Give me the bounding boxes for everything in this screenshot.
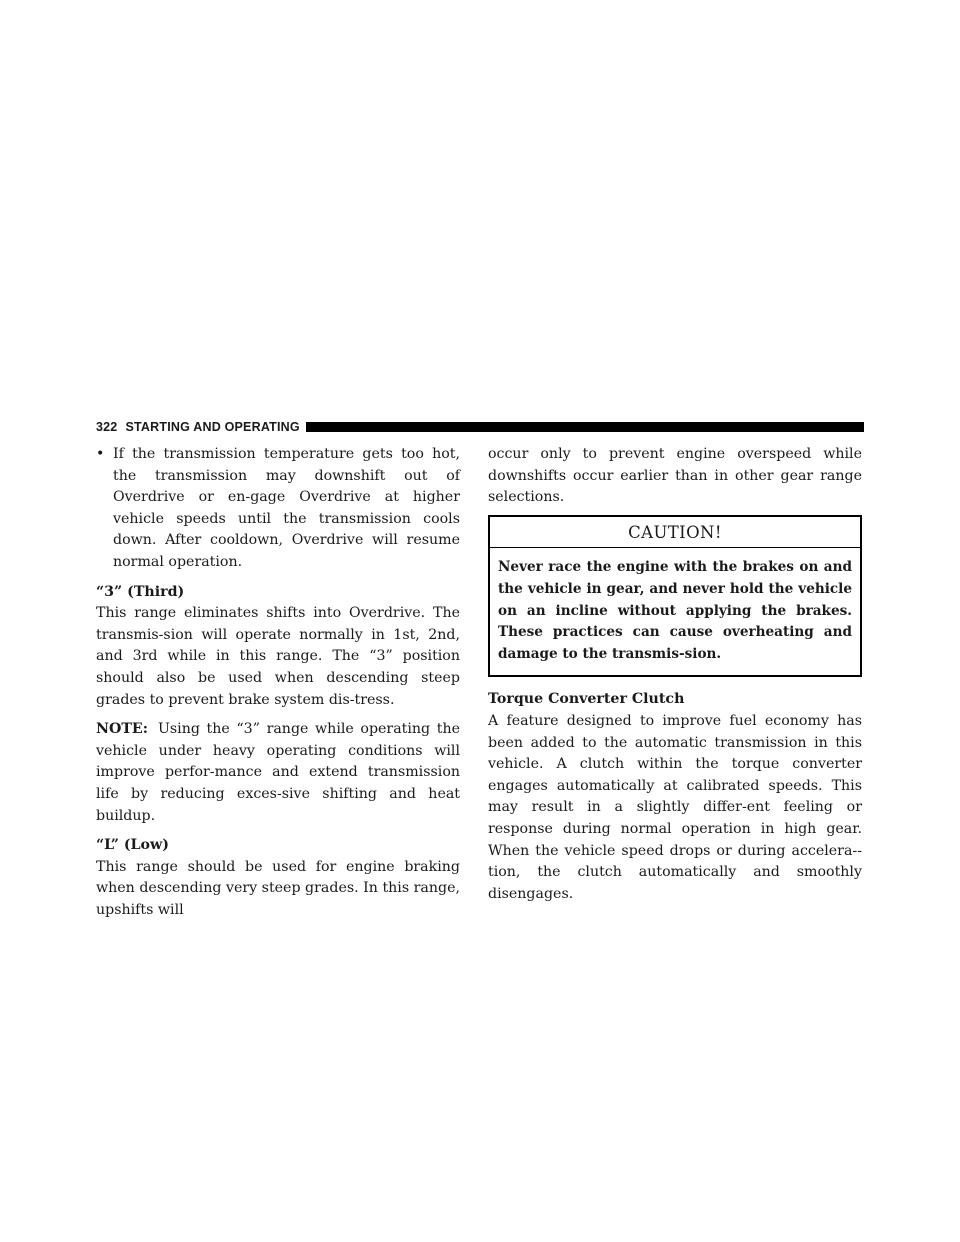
note-label: NOTE: <box>96 721 148 738</box>
continued-text: occur only to prevent engine overspeed while downshifts occur earlier than in other gear range selections. <box>488 446 862 506</box>
third-range-heading: “3” (Third) <box>96 583 185 600</box>
torque-converter-heading: Torque Converter Clutch <box>488 691 685 708</box>
left-column <box>96 444 460 929</box>
caution-box <box>488 515 862 678</box>
low-range-heading: “L” (Low) <box>96 837 169 854</box>
header-rule <box>306 422 864 432</box>
overdrive-temperature-bullet <box>96 444 460 574</box>
low-range-text: This range should be used for engine braking when descending very steep grades. In this range, upshifts will <box>96 858 460 918</box>
bullet-text: If the transmission temperature gets too hot, the transmission may downshift out of Overdrive or en-gage Overdrive at higher vehicle speeds until the transmission cools down. After cooldown, Overdrive will resume normal operation. <box>113 446 460 570</box>
torque-converter-text: A feature designed to improve fuel economy has been added to the automatic transmission in this vehicle. A clutch within the torque converter engages automatically at calibrated speeds. This may result in a slightly differ-ent feeling or response during normal operation in high gear. When the vehicle speed drops or during accelera-tion, the clutch automatically and smoothly disengages. <box>488 712 862 902</box>
page-header <box>96 420 864 434</box>
caution-title: CAUTION! <box>490 517 860 549</box>
third-range-text: This range eliminates shifts into Overdrive. The transmis-sion will operate normally in 1st, 2nd, and 3rd while in this range. The “3” position should also be used when descending steep grades to prevent brake system dis-tress. <box>96 605 460 708</box>
section-title: STARTING AND OPERATING <box>125 420 300 434</box>
note-paragraph <box>96 719 460 827</box>
note-text: Using the “3” range while operating the vehicle under heavy operating conditions will improve perfor-mance and extend transmission life by reducing exces-sive shifting and heat buildup. <box>96 721 460 824</box>
page-number: 322 <box>96 420 118 434</box>
right-column <box>488 444 862 913</box>
caution-text: Never race the engine with the brakes on and the vehicle in gear, and never hold the vehicle on an incline without applying the brakes. These practices can cause overheating and damage to the transmis-sion. <box>498 559 852 662</box>
bullet-icon: • <box>96 446 105 462</box>
